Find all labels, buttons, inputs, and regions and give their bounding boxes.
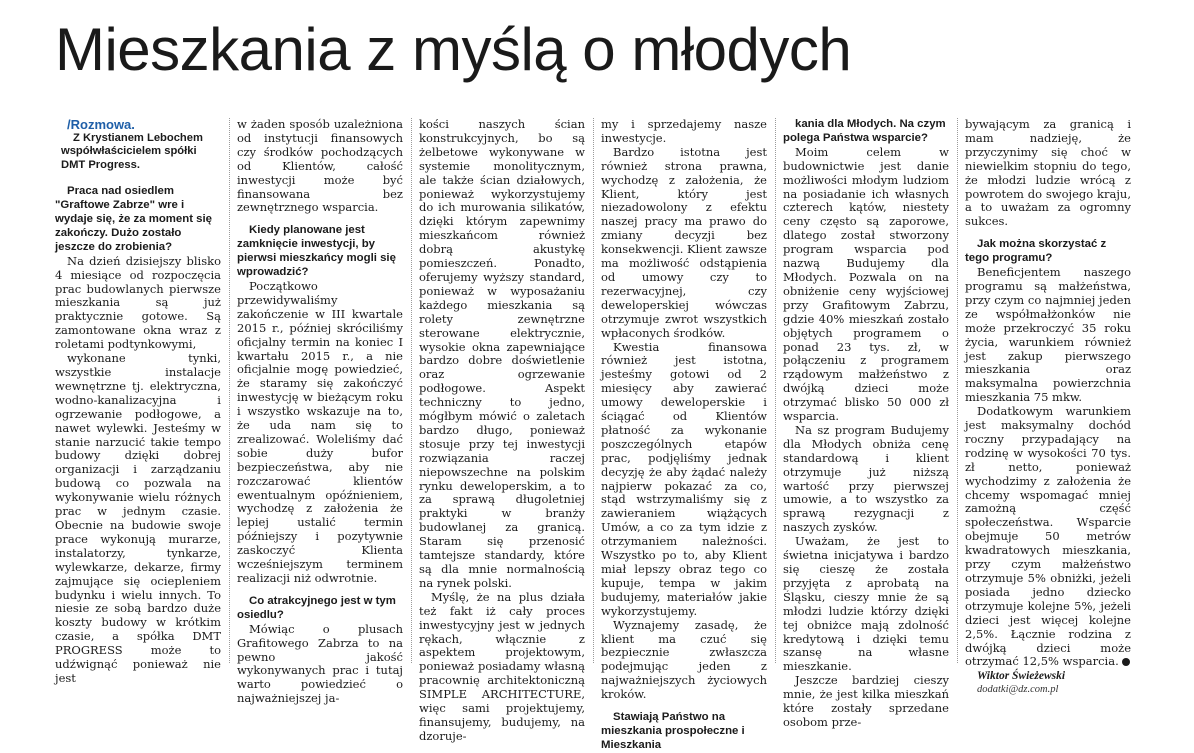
answer-1-paragraph-2: wykonane tynki, wszystkie instalacje wewnętrzne tj. elektryczna, wodno-kanalizacyjna i ogrzewanie podłogowe, a nawet wylewki. Jesteśmy w stanie narzucić takie tempo budowy dzięki dobrej organizacji i zarządzaniu budową co pozwala na wykonywanie wielu różnych prac w jednym czasie. Obecnie na budowie swoje prace wykonują murarze, instalatorzy, tynkarze, wylewkarze, dekarze, firmy zajmujące się ociepleniem budynku i wielu innych. To niesie ze sobą bardzo duże koszty budowy w krótkim czasie, a spółka DMT PROGRESS może to udźwignąć ponieważ nie jest bbox=[55, 351, 221, 685]
answer-4-paragraph-2: Na sz program Budujemy dla Młodych obniża cenę standardową i klient otrzymuje już niższą wartość przy pierwszej umowie, a to wszystko za sprawą rezygnacji z naszych zysków. bbox=[783, 422, 949, 535]
answer-3-paragraph-5: Wyznajemy zasadę, że klient ma czuć się bezpiecznie zwłaszcza podejmując jeden z najważniejszych życiowych kroków. bbox=[601, 617, 767, 702]
answer-4-paragraph-3: Uważam, że jest to świetna inicjatywa i bardzo się cieszę że została przyjęta z aprobatą na Śląsku, cieszy mnie że są młodzi ludzie którzy dzięki tej obniżce mają zdolność kredytową i dzięki temu szansę na własne mieszkanie. bbox=[783, 534, 949, 674]
answer-3-paragraph-3: Bardzo istotna jest również strona prawna, wychodzę z założenia, że Klient, który jest niezadowolony z efektu naszej pracy ma prawo do zmiany decyzji bez konsekwencji. Klient zawsze ma możliwość odstąpienia od umowy czy to rezerwacyjnej, czy deweloperskiej wówczas otrzymuje zwrot wszystkich wpłaconych środków. bbox=[601, 144, 767, 340]
answer-2: Początkowo przewidywaliśmy zakończenie w III kwartale 2015 r., później skróciliśmy oficjalny termin na koniec I kwartału 2015 r., a nie oficjalnie mogę powiedzieć, że staramy się zakończyć inwestycję w bieżącym roku i wszystko wskazuje na to, że uda nam się to zrealizować. Woleliśmy dać sobie duży bufor bezpieczeństwa, aby nie rozczarować klientów ewentualnym opóźnieniem, wychodzę z założenia że lepiej ustalić termin późniejszy i pozytywnie zaskoczyć Klienta wcześniejszym terminem realizacji niż odwrotnie. bbox=[237, 278, 403, 585]
column-6 bbox=[965, 118, 1131, 697]
question-3: Co atrakcyjnego jest w tym osiedlu? bbox=[237, 594, 396, 621]
answer-3-continuation: kości naszych ścian konstrukcyjnych, bo są żelbetowe wykonywane w systemie monolitycznym, ale także ścian działowych, ponieważ wykorzystujemy do ich murowania silikatów, dzięki którym zapewnimy mieszkańcom również dobrą akustykę pomieszczeń. Ponadto, oferujemy wyższy standard, ponieważ w wyposażaniu każdego mieszkania są rolety zewnętrzne sterowane elektrycznie, wysokie okna zapewniające bardzo dobre doświetlenie oraz ogrzewanie podłogowe. Aspekt techniczny to jedno, mógłbym mówić o zaletach bardzo długo, ponieważ stosuje przy tej inwestycji rozwiązania raczej niepowszechne na polskim rynku deweloperskim, a to za sprawą długoletniej praktyki w branży budowlanej za granicą. Staram się przenosić tamtejsze standardy, które są dla mnie normalnością na rynek polski. bbox=[419, 117, 585, 590]
answer-3-paragraph-4: Kwestia finansowa również jest istotna, jesteśmy gotowi od 2 miesięcy aby zawierać umowy deweloperskie i ściągać od Klientów płatność za wykonanie poszczególnych etapów prac, podjęliśmy jednak decyzję że aby żądać należy najpierw pokazać za co, stąd wstrzymaliśmy się z zawieraniem wiążących Umów, a co za tym idzie z otrzymaniem należności. Wszystko po to, aby Klient miał lepszy obraz tego co kupuje, tempa w jakim budujemy, materiałów jakie wykorzystujemy. bbox=[601, 339, 767, 618]
column-divider bbox=[957, 118, 958, 663]
question-2: Kiedy planowane jest zamknięcie inwestycji, by pierwsi mieszkańcy mogli się wprowadzić? bbox=[237, 224, 396, 279]
column-divider bbox=[593, 118, 594, 663]
question-1: Praca nad osiedlem "Graftowe Zabrze" wre i wydaje się, że za moment się zakończy. Dużo zostało jeszcze do zrobienia? bbox=[55, 185, 213, 253]
column-divider bbox=[229, 118, 230, 663]
answer-3-paragraph-2: Myślę, że na plus działa też fakt iż cały proces inwestycyjny jest w jednych rękach, włącznie z aspektem projektowym, ponieważ posiadamy własną pracownię architektoniczną SIMPLE ARCHITECTURE, więc sami projektujemy, finansujemy, budujemy, na dzoruje- bbox=[419, 589, 585, 743]
question-4-continuation: kania dla Młodych. Na czym polega Państwa wsparcie? bbox=[783, 118, 946, 144]
headline: Mieszkania z myślą o młodych bbox=[55, 16, 852, 83]
author-signature: Wiktor Świeżewski bbox=[977, 670, 1066, 683]
answer-5-paragraph-1: Beneficjentem naszego programu są małżeństwa, przy czym co najmniej jeden ze współmałżonków nie może przekroczyć 35 roku życia, warunkiem również jest zakup pierwszego mieszkania oraz maksymalna powierzchnia mieszkania 75 mkw. bbox=[965, 265, 1131, 405]
answer-5-text: Dodatkowym warunkiem jest maksymalny dochód roczny przypadający na rodzinę w wysokości 70 tys. zł netto, ponieważ wychodzimy z założenia że chcemy wspomagać mniej zamożną część społeczeństwa. Wsparcie obejmuje 50 metrów kwadratowych mieszkania, przy czym małżeństwo otrzymuje 5% obniżki, jeżeli posiada jedno dziecko otrzymuje kolejne 5%, jeżeli dzieci jest więcej kolejne 2,5%. Łącznie rodzina z dwójką dzieci może otrzymać 12,5% wsparcia. bbox=[965, 404, 1131, 669]
question-5: Jak można skorzystać z tego programu? bbox=[965, 238, 1107, 265]
column-2 bbox=[237, 118, 403, 706]
author-email[interactable]: dodatki@dz.com.pl bbox=[977, 684, 1059, 696]
answer-1-paragraph-1: Na dzień dzisiejszy blisko 4 miesiące od rozpoczęcia prac budowlanych pierwsze mieszkania są już praktycznie gotowe. Są zamontowane okna wraz z roletami podtynkowymi, bbox=[55, 253, 221, 352]
column-1 bbox=[55, 118, 221, 686]
answer-3-end: my i sprzedajemy nasze inwestycje. bbox=[601, 117, 767, 145]
answer-3: Mówiąc o plusach Grafitowego Zabrza to na pewno jakość wykonywanych prac i tutaj warto powiedzieć o najważniejszej ja- bbox=[237, 621, 403, 706]
answer-5-paragraph-2 bbox=[965, 405, 1131, 669]
column-divider bbox=[775, 118, 776, 663]
column-4 bbox=[601, 118, 767, 753]
column-3 bbox=[419, 118, 585, 744]
column-divider bbox=[411, 118, 412, 663]
column-5 bbox=[783, 118, 949, 730]
interview-intro: Z Krystianem Lebochem współwłaścicielem spółki DMT Progress. bbox=[61, 132, 203, 171]
question-4: Stawiają Państwo na mieszkania prospołeczne i Mieszkania bbox=[601, 711, 745, 751]
answer-1-continuation: w żaden sposób uzależniona od instytucji finansowych czy środków pochodzących od Klientów, całość inwestycji może być finansowana bez zewnętrznego wsparcia. bbox=[237, 117, 403, 215]
answer-4-continuation: bywającym za granicą i mam nadzieję, że przyczynimy się choć w niewielkim stopniu do tego, że młodzi ludzie wrócą z powrotem do swojego kraju, a to uważam za ogromny sukces. bbox=[965, 117, 1131, 229]
end-of-article-icon bbox=[1122, 658, 1130, 666]
answer-4-paragraph-1: Moim celem w budownictwie jest danie możliwości młodym ludziom na posiadanie ich własnych czterech kątów, niestety ceny często są zaporowe, dlatego został stworzony program wsparcia pod nazwą Budujemy dla Młodych. Pozwala on na obniżenie ceny wyjściowej przy Grafitowym Zabrzu, gdzie 40% mieszkań zostało objętych programem o ponad 23 tys. zł, w połączeniu z programem rządowym małżeństwo z dwójką dzieci może otrzymać blisko 50 000 zł wsparcia. bbox=[783, 144, 949, 424]
section-tag: /Rozmowa. bbox=[67, 117, 135, 132]
answer-4-paragraph-4: Jeszcze bardziej cieszy mnie, że jest kilka mieszkań które zostały sprzedane osobom prze- bbox=[783, 673, 949, 729]
